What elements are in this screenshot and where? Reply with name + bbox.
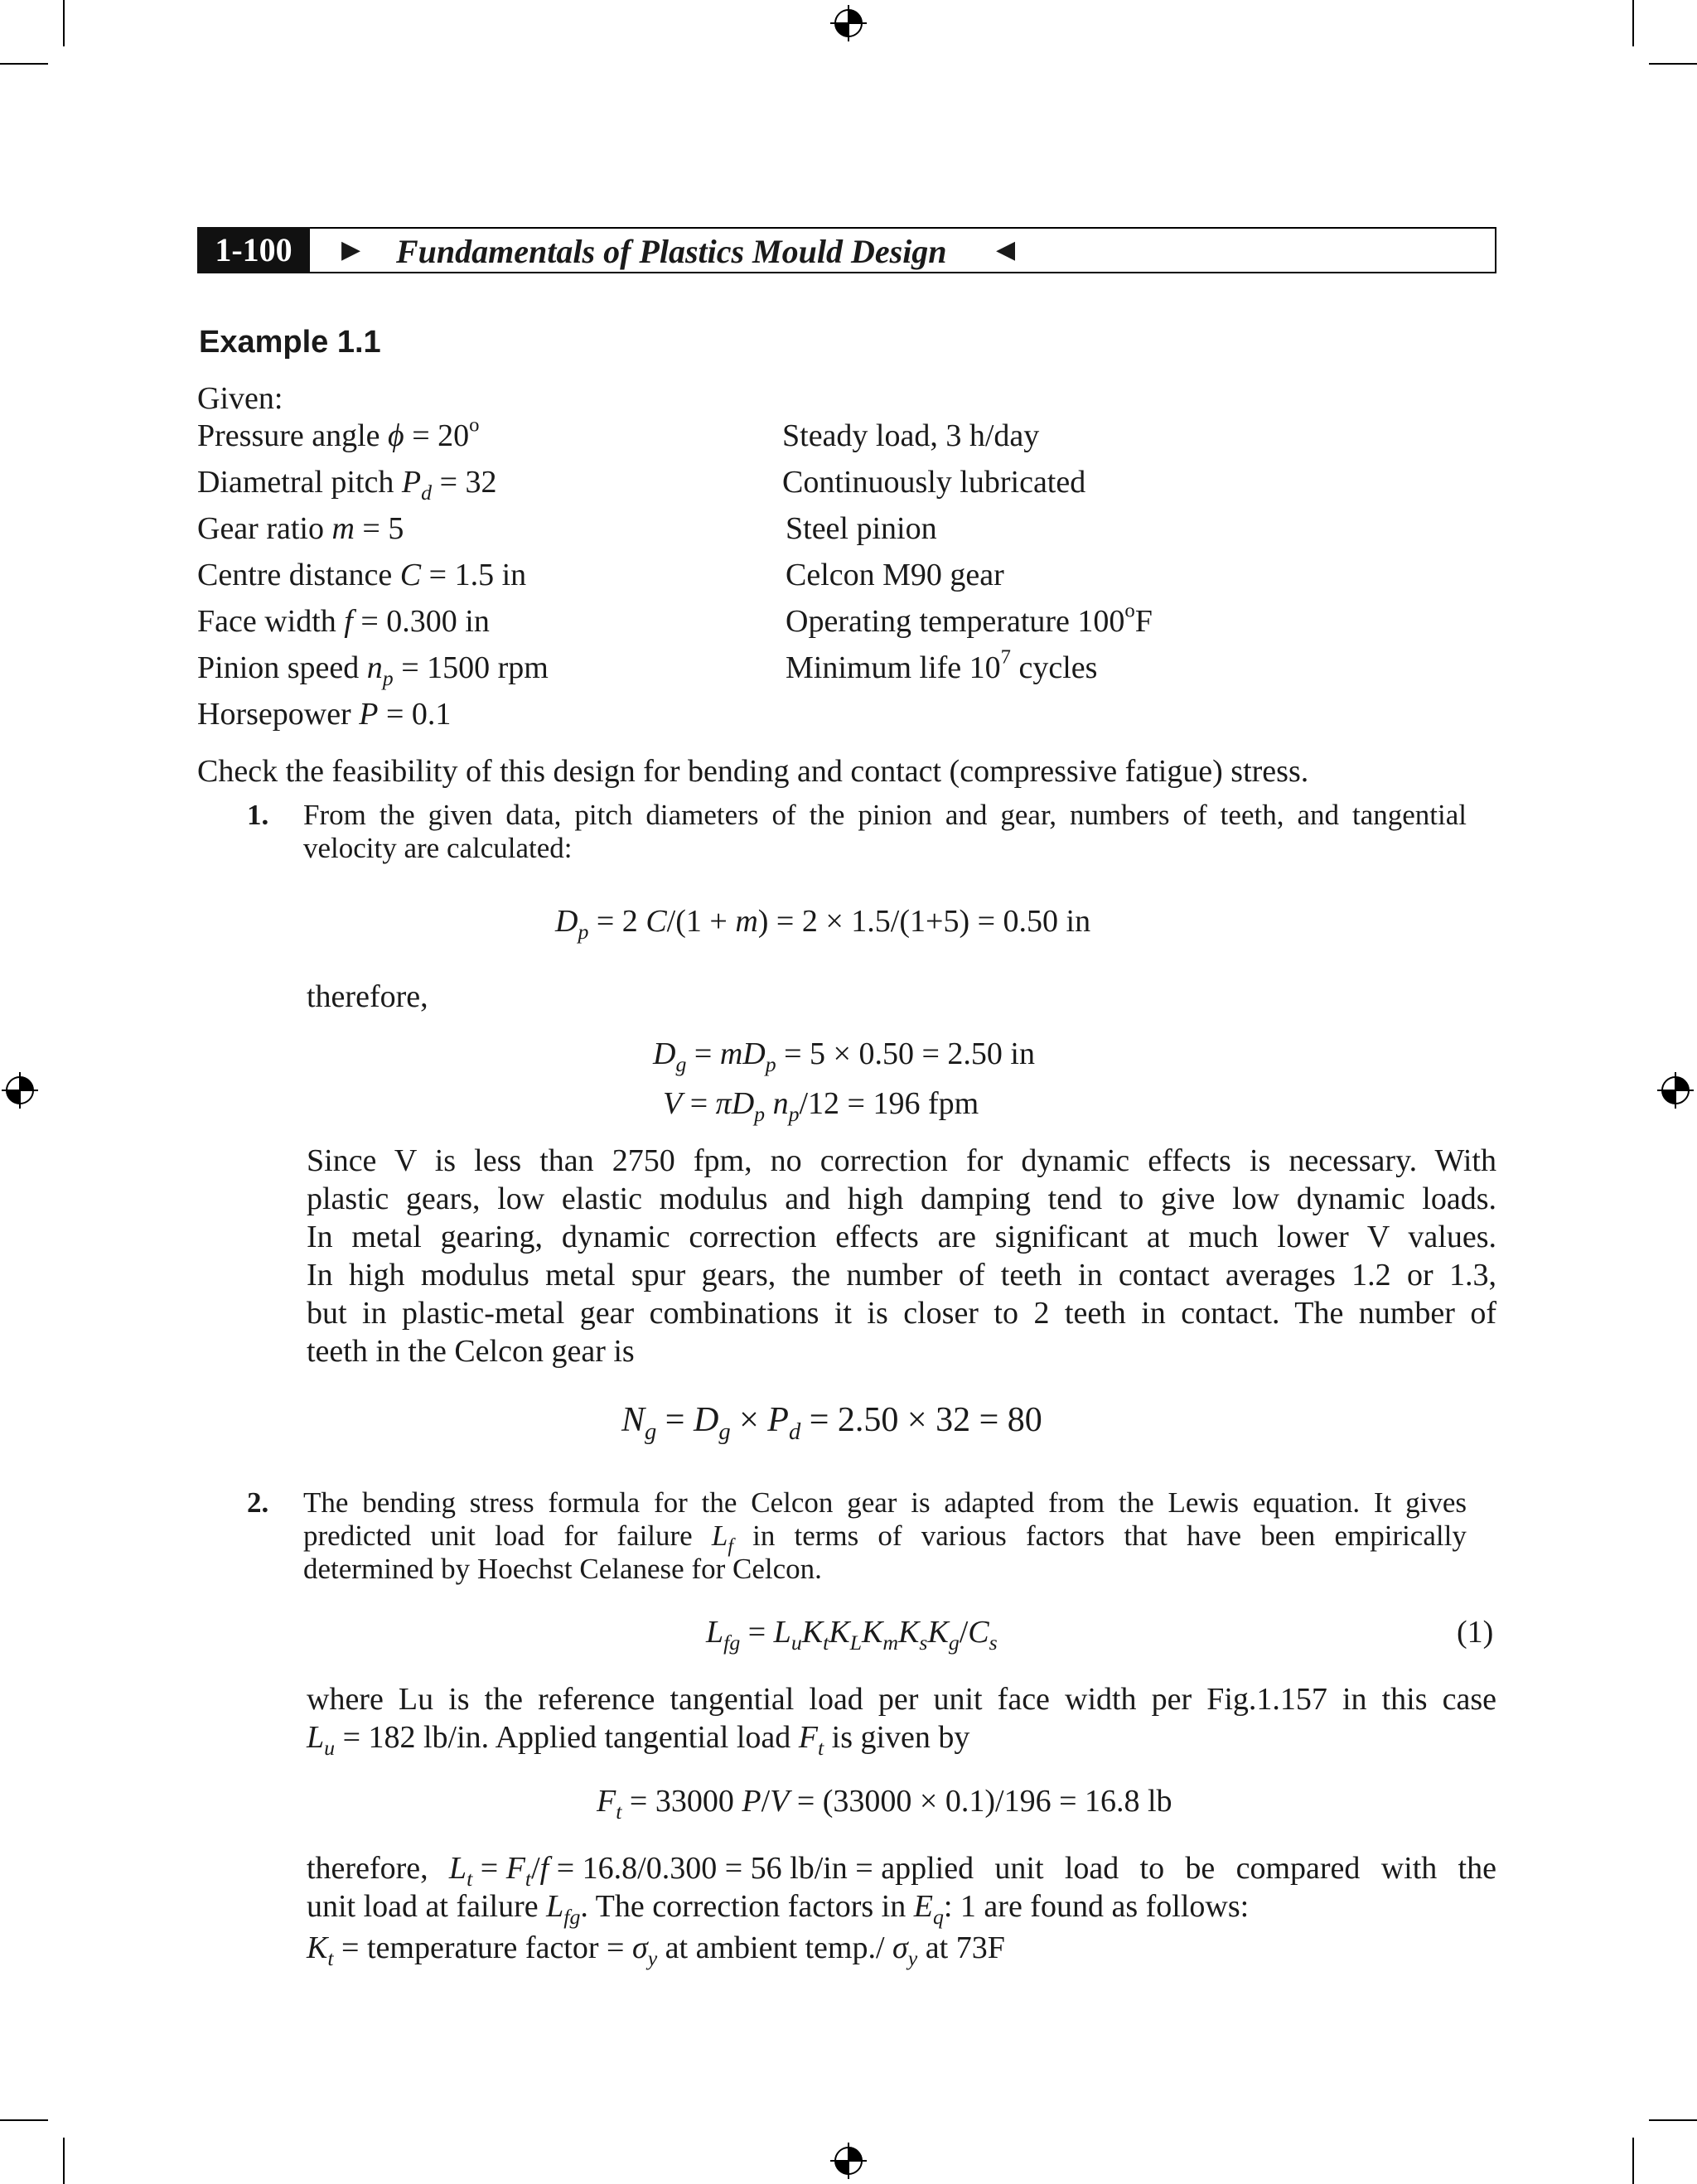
where-line: where Lu is the reference tangential load per unit face width per Fig.1.157 in this case — [307, 1682, 1496, 1717]
arrow-right-icon: ▶ — [341, 236, 361, 263]
book-title: Fundamentals of Plastics Mould Design — [396, 233, 947, 270]
item1-paragraph-line: In metal gearing, dynamic correction effects are significant at much lower V values. — [307, 1220, 1496, 1254]
registration-mark-icon — [2, 1072, 38, 1109]
registration-mark-icon — [830, 5, 867, 41]
crop-mark — [63, 0, 65, 46]
list-number: 1. — [247, 799, 269, 831]
given-pressure-angle: Pressure angle $\phi = 20^o$ — [197, 413, 480, 453]
equation-number: (1) — [1457, 1615, 1494, 1650]
given-horsepower: Horsepower P = 0.1 — [197, 697, 452, 732]
crop-mark — [0, 63, 48, 65]
item1-paragraph-line: but in plastic-metal gear combinations it is closer to 2 teeth in contact. The number of — [307, 1296, 1496, 1331]
equation-lfg: $L_{fg} = L_uK_tK_LK_mK_sK_g/C_s$ — [706, 1615, 998, 1655]
arrow-left-icon: ◀ — [996, 236, 1016, 263]
example-heading: Example 1.1 — [199, 325, 381, 360]
item2-text: determined by Hoechst Celanese for Celcon. — [303, 1553, 822, 1585]
lt-line: therefore, $L_t = F_t/f = 16.8/0.300 = 56$ lb/in = applied unit load to be compared with the — [307, 1851, 1496, 1892]
item1-paragraph-line: teeth in the Celcon gear is — [307, 1334, 635, 1369]
equation-v: $V = \pi D_p$ $n_p/12 = 196$ fpm — [663, 1086, 979, 1127]
given-gear: Celcon M90 gear — [786, 558, 1004, 592]
item1-text: From the given data, pitch diameters of the pinion and gear, numbers of teeth, and tangential — [303, 799, 1467, 831]
lt-line: unit load at failure $L_{fg}$. The correction factors in $E_q$: 1 are found as follows: — [307, 1889, 1250, 1930]
equation-ng: $N_g = D_g \times P_d = 2.50 \times 32 = 80$ — [621, 1401, 1042, 1445]
registration-mark-icon — [830, 2143, 867, 2179]
crop-mark — [63, 2138, 65, 2184]
where-line: $L_u = 182$ lb/in. Applied tangential load $F_t$ is given by — [307, 1720, 970, 1761]
equation-dp: $D_p = 2$ C/(1 + m) = 2 × 1.5/(1+5) = 0.50 in — [555, 904, 1091, 945]
registration-mark-icon — [1657, 1072, 1694, 1109]
given-life: Minimum life $10^7$ cycles — [786, 645, 1098, 685]
check-sentence: Check the feasibility of this design for bending and contact (compressive fatigue) stress. — [197, 754, 1309, 789]
equation-dg: $D_g = mD_p = 5 \times 0.50 = 2.50$ in — [653, 1036, 1035, 1077]
crop-mark — [1649, 63, 1697, 65]
page-number: 1-100 — [197, 227, 310, 273]
given-label: Given: — [197, 381, 283, 416]
crop-mark — [1632, 0, 1634, 46]
item1-paragraph-line: plastic gears, low elastic modulus and high damping tend to give low dynamic loads. — [307, 1181, 1496, 1216]
list-number: 2. — [247, 1486, 269, 1519]
given-centre-distance: Centre distance C = 1.5 in — [197, 558, 527, 592]
given-pinion: Steel pinion — [786, 511, 937, 546]
item2-text: The bending stress formula for the Celcon gear is adapted from the Lewis equation. It gives — [303, 1486, 1467, 1519]
kt-line: $K_t$ = temperature factor = $\sigma_y$ at ambient temp./ $\sigma_y$ at 73F — [307, 1930, 1005, 1971]
crop-mark — [1649, 2119, 1697, 2121]
given-load: Steady load, 3 h/day — [782, 418, 1040, 453]
crop-mark — [0, 2119, 48, 2121]
therefore-label: therefore, — [307, 979, 428, 1014]
equation-ft: $F_t = 33000$ P/V = (33000 × 0.1)/196 = 16.8 lb — [597, 1784, 1172, 1824]
item1-paragraph-line: In high modulus metal spur gears, the number of teeth in contact averages 1.2 or 1.3, — [307, 1258, 1496, 1293]
given-temperature: Operating temperature 100$^o$F — [786, 599, 1153, 639]
item1-text: velocity are calculated: — [303, 832, 573, 864]
given-face-width: Face width f = 0.300 in — [197, 604, 490, 639]
given-diametral-pitch: Diametral pitch $P_d = 32$ — [197, 465, 497, 505]
item2-text: predicted unit load for failure $L_f$ in terms of various factors that have been empirically — [303, 1520, 1467, 1558]
given-lubrication: Continuously lubricated — [782, 465, 1086, 500]
given-gear-ratio: Gear ratio m = 5 — [197, 511, 404, 546]
crop-mark — [1632, 2138, 1634, 2184]
item1-paragraph-line: Since V is less than 2750 fpm, no correction for dynamic effects is necessary. With — [307, 1143, 1496, 1178]
given-pinion-speed: Pinion speed $n_p = 1500$ rpm — [197, 650, 549, 691]
